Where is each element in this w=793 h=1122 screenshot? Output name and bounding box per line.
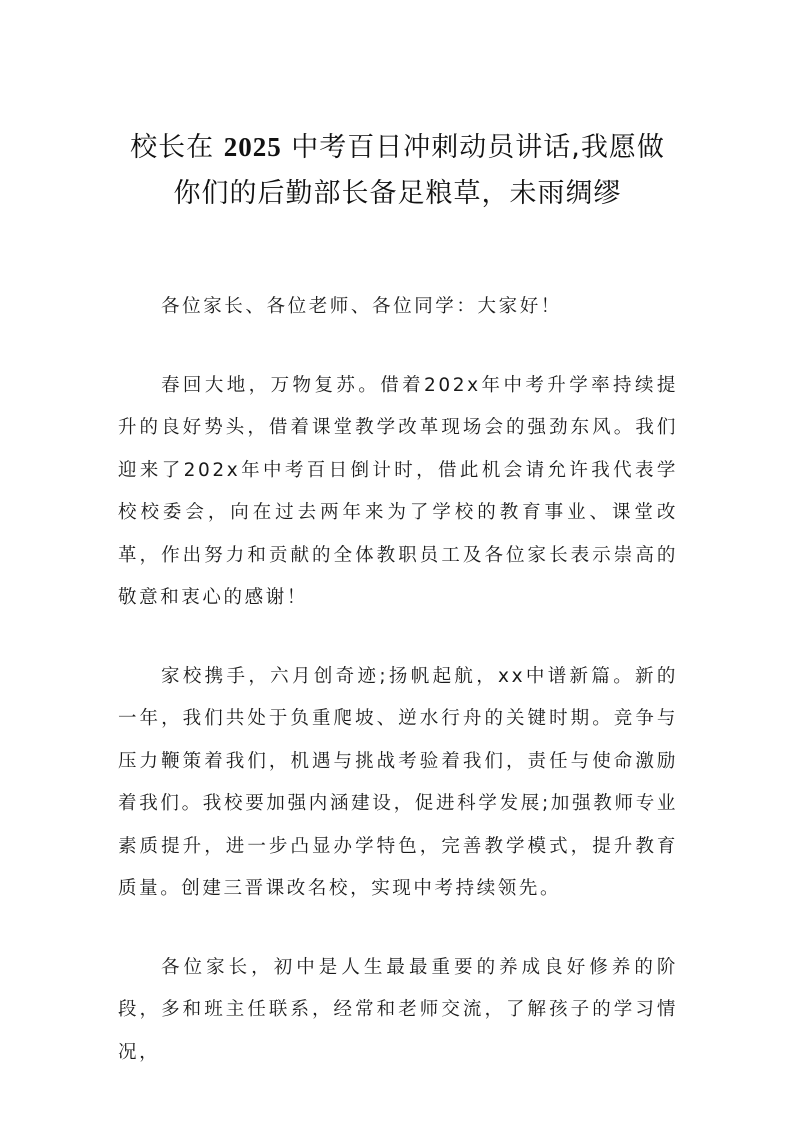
paragraph-parents: 各位家长，初中是人生最最重要的养成良好修养的阶段，多和班主任联系，经常和老师交流，了解孩子的学习情况， bbox=[118, 956, 678, 1063]
paragraph-greeting: 各位家长、各位老师、各位同学：大家好！ bbox=[161, 296, 562, 317]
title-line2: 你们的后勤部长备足粮草，未雨绸缪 bbox=[173, 178, 622, 209]
document-body bbox=[118, 286, 678, 1074]
title-year: 2025 bbox=[223, 132, 282, 162]
title-line1-suffix: 中考百日冲刺动员讲话,我愿做 bbox=[291, 132, 665, 163]
paragraph-school-home: 家校携手，六月创奇迹;扬帆起航，xx中谱新篇。新的一年，我们共处于负重爬坡、逆水行舟的关键时期。竞争与压力鞭策着我们，机遇与挑战考验着我们，责任与使命激励着我们。我校要加强内涵建设，促进科学发展;加强教师专业素质提升，进一步凸显办学特色，完善教学模式，提升教育质量。创建三晋课改名校，实现中考持续领先。 bbox=[118, 665, 678, 899]
paragraph-spring: 春回大地，万物复苏。借着202x年中考升学率持续提升的良好势头，借着课堂教学改革现场会的强劲东风。我们迎来了202x年中考百日倒计时，借此机会请允许我代表学校校委会，向在过去两年来为了学校的教育事业、课堂改革，作出努力和贡献的全体教职员工及各位家长表示崇高的敬意和衷心的感谢！ bbox=[118, 374, 678, 608]
document-title bbox=[110, 124, 685, 217]
title-prefix: 校长在 bbox=[130, 132, 215, 163]
